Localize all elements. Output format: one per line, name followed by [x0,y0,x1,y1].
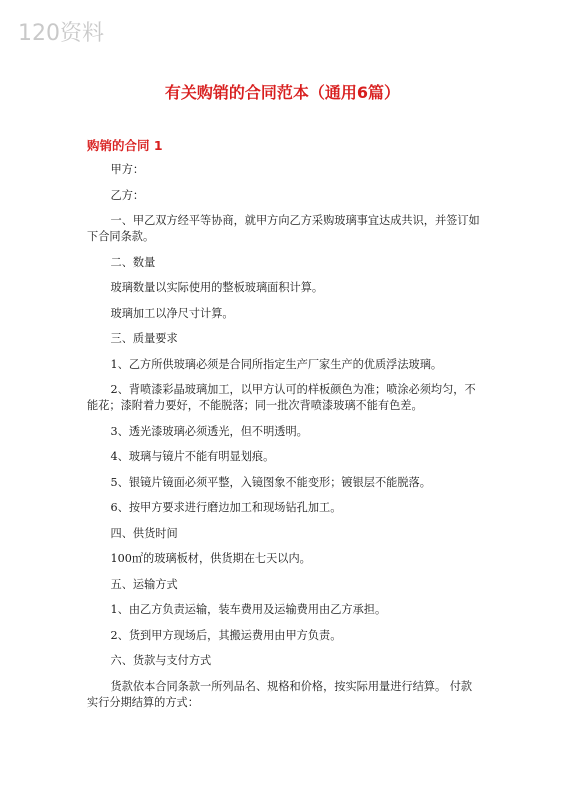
section-heading: 购销的合同 1 [87,138,163,153]
clause-item: 1、由乙方负责运输，装车费用及运输费用由乙方承担。 [110,603,387,616]
clause-paragraph: 玻璃加工以净尺寸计算。 [110,306,234,320]
clause-heading: 二、数量 [110,255,156,269]
clause-item: 4、玻璃与镜片不能有明显划痕。 [110,450,275,463]
clause-paragraph: 100㎡的玻璃板材，供货期在七天以内。 [110,552,311,565]
clause-item: 1、乙方所供玻璃必须是合同所指定生产厂家生产的优质浮法玻璃。 [110,357,443,371]
clause-paragraph: 玻璃数量以实际使用的整板玻璃面积计算。 [110,281,324,294]
clause-paragraph: 一、甲乙双方经平等协商，就甲方向乙方采购玻璃事宜达成共识，并签订如下合同条款。 [87,214,480,243]
clause-item: 2、货到甲方现场后，其搬运费用由甲方负责。 [110,628,342,642]
document-body [87,162,482,720]
clause-item: 5、银镜片镜面必须平整，入镜图象不能变形；镀银层不能脱落。 [110,475,431,489]
clause-heading: 四、供货时间 [110,526,178,540]
party-b-line: 乙方： [110,188,145,202]
clause-paragraph: 货款依本合同条款一所列品名、规格和价格，按实际用量进行结算。 付款实行分期结算的方式： [87,679,473,709]
clause-item: 2、背喷漆彩晶玻璃加工，以甲方认可的样板颜色为准；喷涂必须均匀，不能花；漆附着力要好，不能脱落；同一批次背喷漆玻璃不能有色差。 [87,383,476,412]
watermark-logo: 120资料 [18,21,104,46]
clause-heading: 六、货款与支付方式 [110,654,212,667]
clause-item: 3、透光漆玻璃必须透光，但不明透明。 [110,424,308,438]
clause-heading: 三、质量要求 [110,332,178,345]
clause-heading: 五、运输方式 [110,577,178,591]
clause-item: 6、按甲方要求进行磨边加工和现场钻孔加工。 [110,501,342,514]
party-a-line: 甲方： [110,163,145,176]
document-title: 有关购销的合同范本（通用6篇） [164,83,401,102]
